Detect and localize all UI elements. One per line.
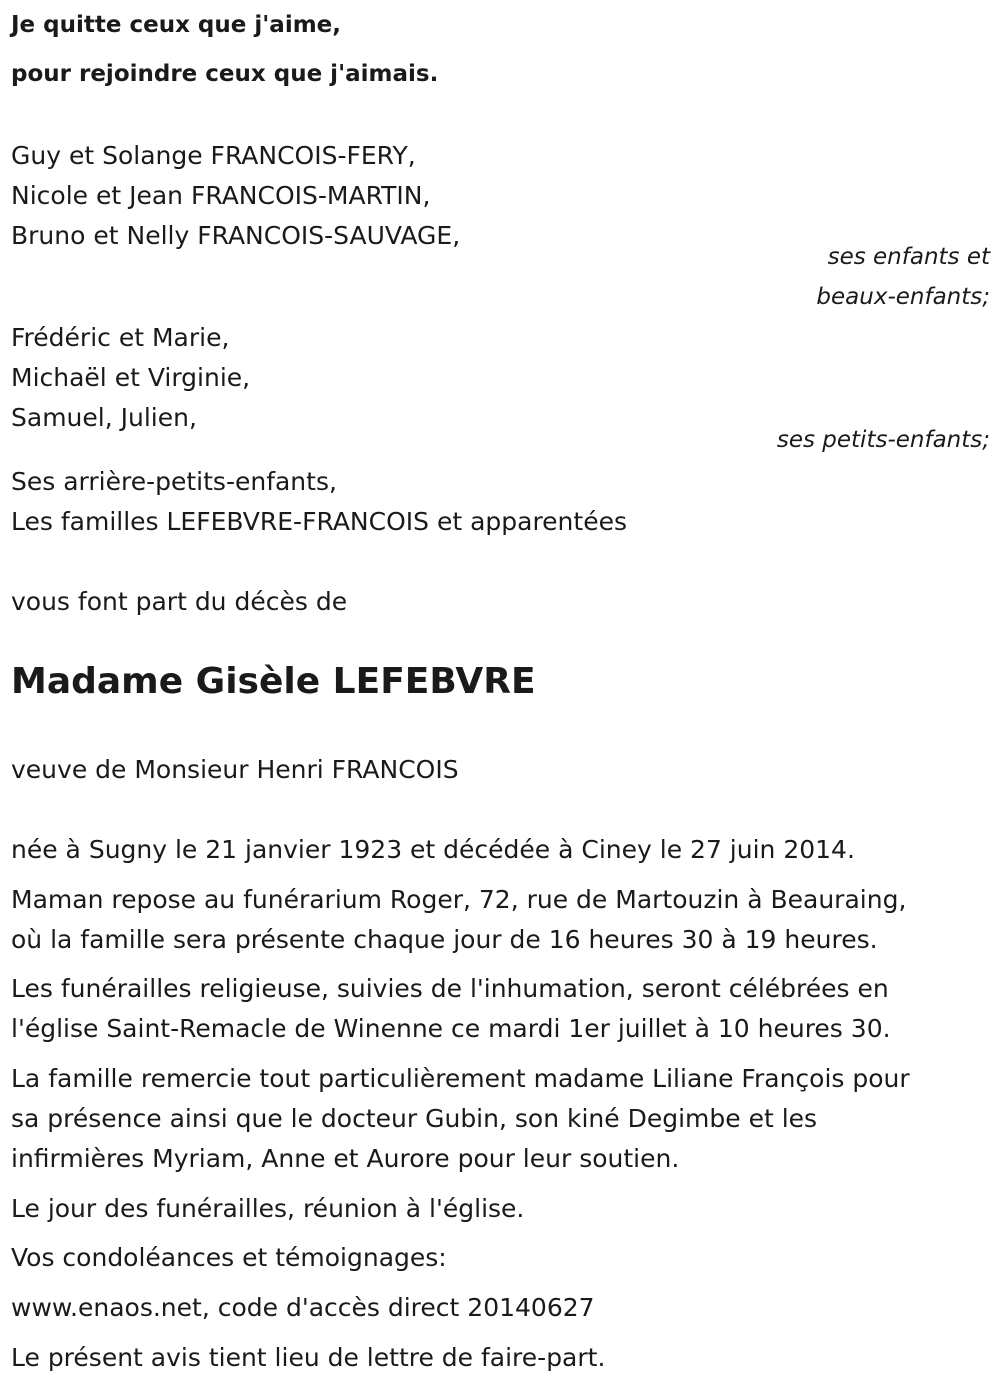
children-role-line-2: beaux-enfants;: [816, 284, 990, 310]
thanks-line-1: La famille remercie tout particulièrement madame Liliane François pour: [11, 1064, 910, 1093]
funeral-line-1: Les funérailles religieuse, suivies de l'inhumation, seront célébrées en: [11, 974, 889, 1003]
great-grandchildren: Ses arrière-petits-enfants,: [11, 467, 337, 496]
birth-death-info: née à Sugny le 21 janvier 1923 et décédée à Ciney le 27 juin 2014.: [11, 835, 855, 864]
thanks-line-3: infirmières Myriam, Anne et Aurore pour leur soutien.: [11, 1144, 680, 1173]
notice-text: Le présent avis tient lieu de lettre de faire-part.: [11, 1343, 606, 1372]
rest-line-2: où la famille sera présente chaque jour de 16 heures 30 à 19 heures.: [11, 925, 878, 954]
condolences-label: Vos condoléances et témoignages:: [11, 1243, 447, 1272]
funeral-line-2: l'église Saint-Remacle de Winenne ce mardi 1er juillet à 10 heures 30.: [11, 1014, 891, 1043]
thanks-line-2: sa présence ainsi que le docteur Gubin, son kiné Degimbe et les: [11, 1104, 818, 1133]
poem-line-2: pour rejoindre ceux que j'aimais.: [11, 61, 439, 87]
widow-of: veuve de Monsieur Henri FRANCOIS: [11, 755, 459, 784]
announce-text: vous font part du décès de: [11, 587, 348, 616]
deceased-name: Madame Gisèle LEFEBVRE: [11, 661, 536, 702]
grandchild-1: Frédéric et Marie,: [11, 323, 230, 352]
children-role-line-1: ses enfants et: [827, 244, 990, 270]
child-couple-2: Nicole et Jean FRANCOIS-MARTIN,: [11, 181, 431, 210]
grandchildren-role: ses petits-enfants;: [776, 427, 990, 453]
child-couple-3: Bruno et Nelly FRANCOIS-SAUVAGE,: [11, 221, 461, 250]
related-families: Les familles LEFEBVRE-FRANCOIS et apparentées: [11, 507, 627, 536]
meeting-info: Le jour des funérailles, réunion à l'église.: [11, 1194, 525, 1223]
poem-line-1: Je quitte ceux que j'aime,: [11, 12, 342, 38]
grandchild-3: Samuel, Julien,: [11, 403, 197, 432]
grandchild-2: Michaël et Virginie,: [11, 363, 251, 392]
rest-line-1: Maman repose au funérarium Roger, 72, rue de Martouzin à Beauraing,: [11, 885, 907, 914]
website-link[interactable]: www.enaos.net, code d'accès direct 20140627: [11, 1293, 595, 1322]
child-couple-1: Guy et Solange FRANCOIS-FERY,: [11, 141, 416, 170]
